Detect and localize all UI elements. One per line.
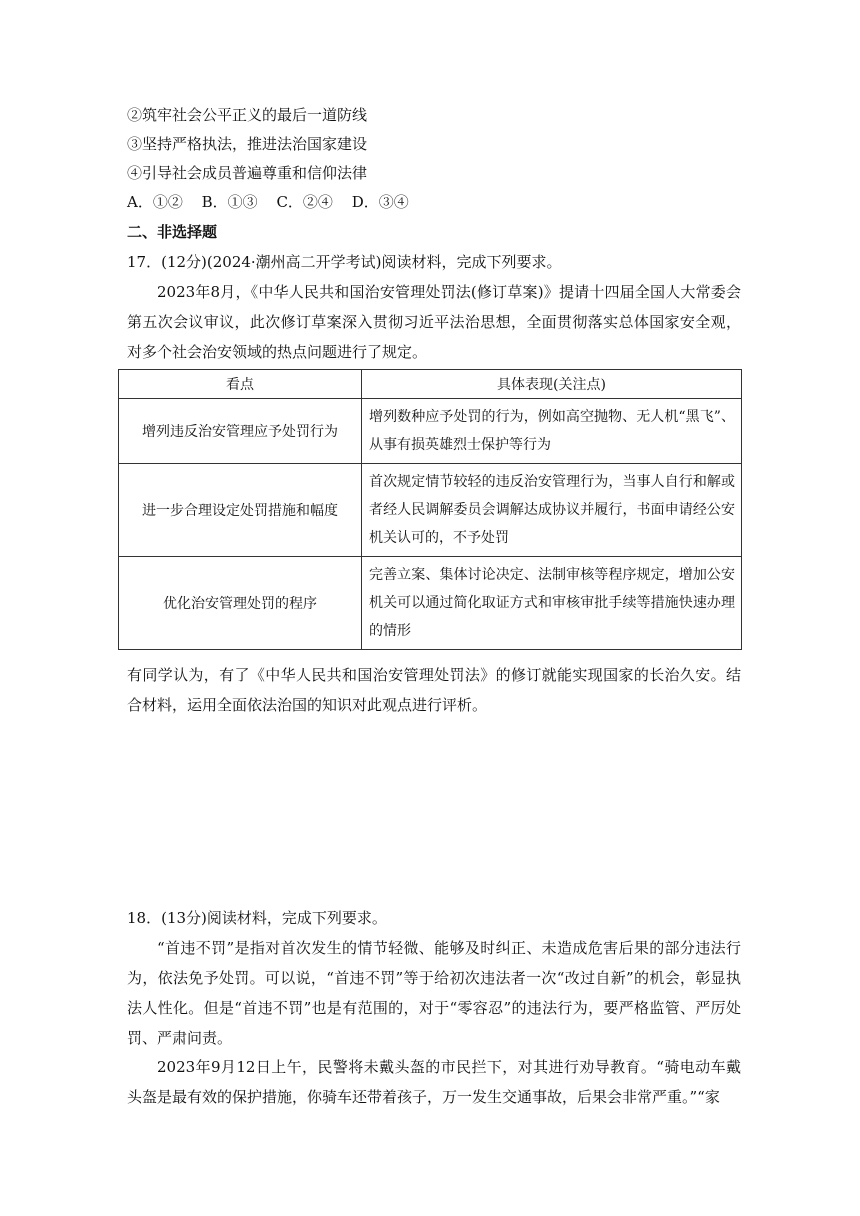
- table-row: [119, 557, 742, 650]
- table-header-row: [119, 370, 742, 399]
- option-4: ④引导社会成员普遍尊重和信仰法律: [127, 164, 368, 182]
- table-cell-value: 完善立案、集体讨论决定、法制审核等程序规定，增加公安机关可以通过简化取证方式和审核审批手续等措施快速办理的情形: [362, 557, 742, 650]
- section-title: 二、非选择题: [127, 223, 218, 241]
- table-row: [119, 399, 742, 464]
- q17-material: 2023年8月，《中华人民共和国治安管理处罚法(修订草案)》提请十四届全国人大常委会第五次会议审议，此次修订草案深入贯彻习近平法治思想，全面贯彻落实总体国家安全观，对多个社会治安领域的热点问题进行了规定。: [127, 283, 741, 361]
- option-3: ③坚持严格执法，推进法治国家建设: [127, 135, 368, 153]
- table-cell-value: 增列数种应予处罚的行为，例如高空抛物、无人机“黑飞”、从事有损英雄烈士保护等行为: [362, 399, 742, 464]
- table-cell-key: 进一步合理设定处罚措施和幅度: [119, 464, 362, 557]
- table-header-cell: 具体表现(关注点): [362, 370, 742, 399]
- choice-c: C．②④: [276, 193, 333, 211]
- q17-question: 有同学认为，有了《中华人民共和国治安管理处罚法》的修订就能实现国家的长治久安。结合材料，运用全面依法治国的知识对此观点进行评析。: [127, 666, 741, 714]
- q18-para-2: 2023年9月12日上午，民警将未戴头盔的市民拦下，对其进行劝导教育。“骑电动车戴头盔是最有效的保护措施，你骑车还带着孩子，万一发生交通事故，后果会非常严重。”“家: [127, 1058, 741, 1106]
- table-row: [119, 464, 742, 557]
- table-cell-value: 首次规定情节较轻的违反治安管理行为，当事人自行和解或者经人民调解委员会调解达成协议并履行，书面申请经公安机关认可的，不予处罚: [362, 464, 742, 557]
- answer-choices: [127, 192, 423, 212]
- table-cell-key: 增列违反治安管理应予处罚行为: [119, 399, 362, 464]
- q18-header: 18．(13分)阅读材料，完成下列要求。: [127, 909, 387, 927]
- key-points-table: [118, 369, 742, 650]
- option-2: ②筑牢社会公平正义的最后一道防线: [127, 106, 368, 124]
- q17-header: 17．(12分)(2024·潮州高二开学考试)阅读材料，完成下列要求。: [127, 253, 562, 271]
- choice-b: B．①③: [201, 193, 258, 211]
- q18-para-1: “首违不罚”是指对首次发生的情节轻微、能够及时纠正、未造成危害后果的部分违法行为，依法免予处罚。可以说，“首违不罚”等于给初次违法者一次“改过自新”的机会，彰显执法人性化。但是“首违不罚”也是有范围的，对于“零容忍”的违法行为，要严格监管、严厉处罚、严肃问责。: [127, 939, 741, 1047]
- table-cell-key: 优化治安管理处罚的程序: [119, 557, 362, 650]
- table-header-cell: 看点: [119, 370, 362, 399]
- choice-d: D．③④: [351, 193, 409, 211]
- choice-a: A．①②: [127, 193, 183, 211]
